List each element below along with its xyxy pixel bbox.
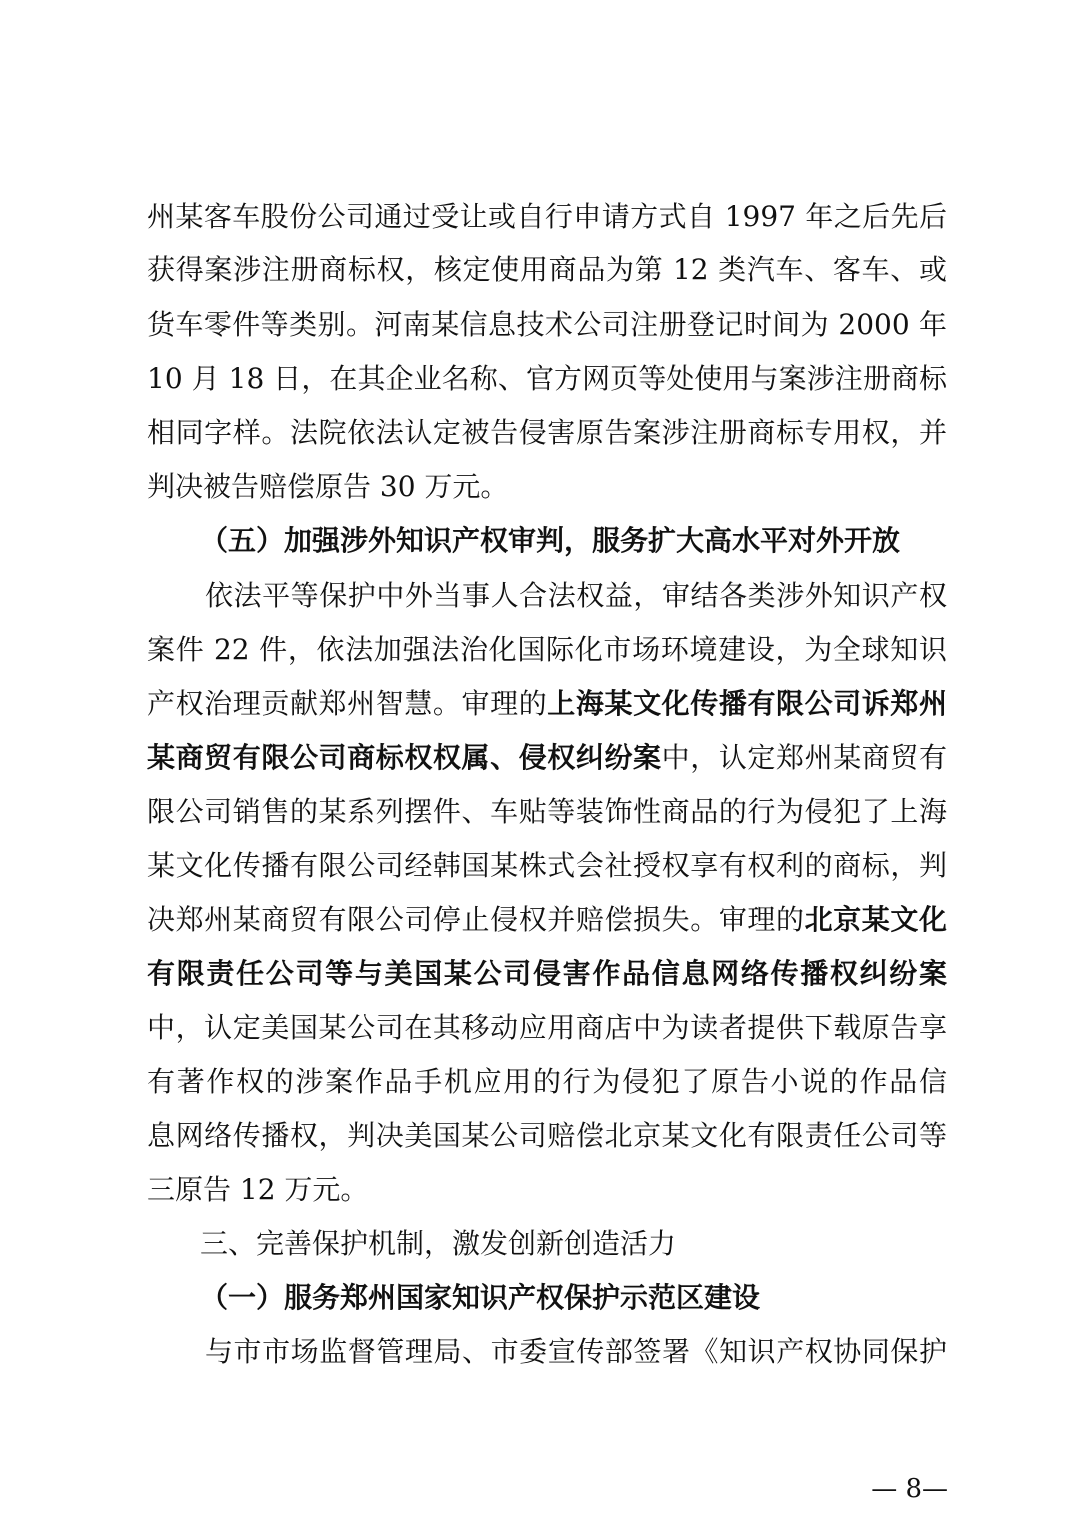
case-title-bold: 北京某文化	[804, 903, 947, 936]
paragraph-line: 中，认定美国某公司在其移动应用商店中为读者提供下载原告享	[147, 1011, 947, 1044]
paragraph-line: 某文化传播有限公司经韩国某株式会社授权享有权利的商标，判	[147, 849, 947, 882]
paragraph-line: 获得案涉注册商标权，核定使用商品为第 12 类汽车、客车、或	[147, 253, 947, 286]
section-title: 三、完善保护机制，激发创新创造活力	[200, 1227, 677, 1260]
paragraph-text: 产权治理贡献郑州智慧。审理的	[147, 687, 548, 720]
page-number: — 8—	[871, 1474, 948, 1504]
paragraph-line: 三原告 12 万元。	[147, 1173, 369, 1206]
paragraph-line: 判决被告赔偿原告 30 万元。	[147, 470, 509, 503]
paragraph-line: 与市市场监督管理局、市委宣传部签署《知识产权协同保护	[205, 1335, 947, 1368]
paragraph-line	[147, 900, 947, 940]
paragraph-line: 有著作权的涉案作品手机应用的行为侵犯了原告小说的作品信	[147, 1065, 947, 1098]
paragraph-text: 中，认定郑州某商贸有	[661, 741, 947, 774]
paragraph-line: 货车零件等类别。河南某信息技术公司注册登记时间为 2000 年	[147, 308, 947, 341]
subsection-heading: （一）服务郑州国家知识产权保护示范区建设	[200, 1281, 761, 1314]
paragraph-line: 限公司销售的某系列摆件、车贴等装饰性商品的行为侵犯了上海	[147, 795, 947, 828]
case-title-bold: 有限责任公司等与美国某公司侵害作品信息网络传播权纠纷案	[147, 957, 947, 990]
paragraph-line: 10 月 18 日，在其企业名称、官方网页等处使用与案涉注册商标	[147, 362, 947, 395]
paragraph-line	[147, 684, 947, 724]
paragraph-text: 决郑州某商贸有限公司停止侵权并赔偿损失。审理的	[147, 903, 805, 936]
case-title-bold: 某商贸有限公司商标权权属、侵权纠纷案	[147, 741, 662, 774]
case-title-bold: 上海某文化传播有限公司诉郑州	[547, 687, 947, 720]
section-heading: （五）加强涉外知识产权审判，服务扩大高水平对外开放	[200, 524, 901, 557]
paragraph-line: 息网络传播权，判决美国某公司赔偿北京某文化有限责任公司等	[147, 1119, 947, 1152]
paragraph-line: 相同字样。法院依法认定被告侵害原告案涉注册商标专用权，并	[147, 416, 947, 449]
paragraph-line: 依法平等保护中外当事人合法权益，审结各类涉外知识产权	[205, 579, 947, 612]
paragraph-line: 州某客车股份公司通过受让或自行申请方式自 1997 年之后先后	[147, 200, 947, 233]
paragraph-line: 案件 22 件，依法加强法治化国际化市场环境建设，为全球知识	[147, 633, 947, 666]
paragraph-line	[147, 738, 947, 778]
